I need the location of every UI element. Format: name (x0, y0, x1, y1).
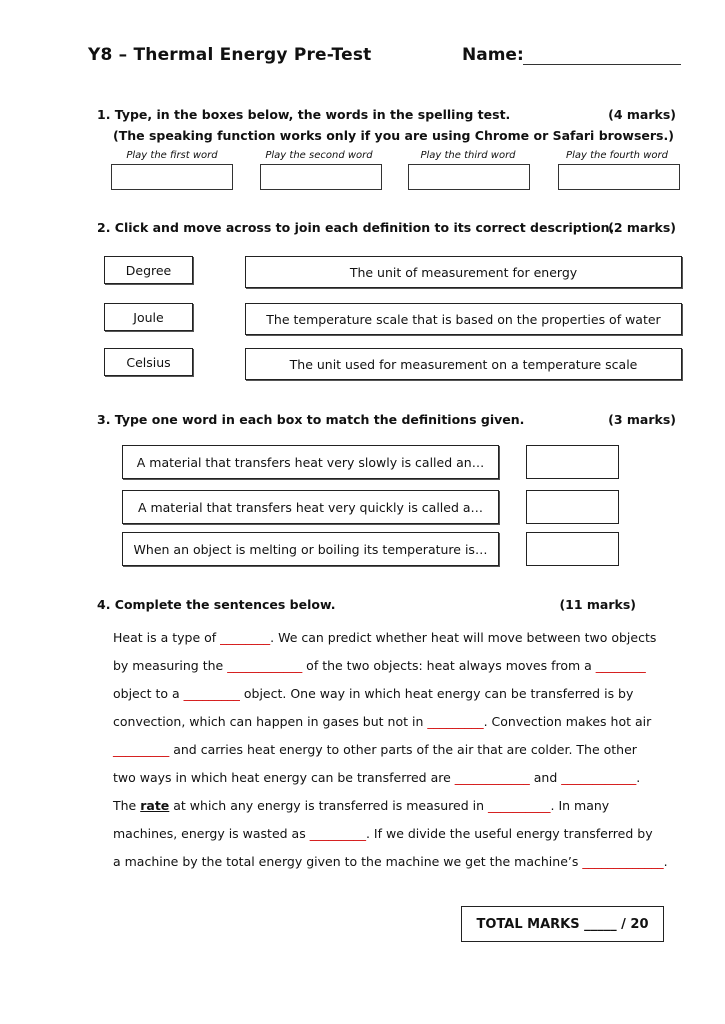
q3-marks: (3 marks) (608, 412, 676, 427)
definition-conductor: A material that transfers heat very quickly is called a… (122, 490, 499, 524)
sentence-line (113, 820, 678, 848)
sentence-text: of the two objects: heat always moves from a (302, 658, 596, 673)
answer-blank[interactable]: ____________ (454, 770, 530, 785)
sentence-line (113, 708, 678, 736)
sentence-text: and carries heat energy to other parts of the air that are colder. The other (169, 742, 637, 757)
name-field[interactable] (523, 64, 681, 65)
definition-insulator: A material that transfers heat very slowly is called an… (122, 445, 499, 479)
sentence-line (113, 764, 678, 792)
q2-heading: 2. Click and move across to join each definition to its correct description. (97, 220, 615, 235)
term-degree[interactable]: Degree (104, 256, 193, 284)
sentence-text: . We can predict whether heat will move between two objects (270, 630, 657, 645)
sentence-text: at which any energy is transferred is measured in (169, 798, 488, 813)
description-3[interactable]: The unit used for measurement on a temperature scale (245, 348, 682, 380)
answer-blank[interactable]: _________ (427, 714, 484, 729)
name-label: Name: (462, 45, 524, 65)
answer-blank[interactable]: ________ (220, 630, 271, 645)
q1-note: (The speaking function works only if you are using Chrome or Safari browsers.) (113, 128, 674, 143)
answer-blank[interactable]: _________ (113, 742, 170, 757)
sentence-text: The (113, 798, 141, 813)
sentence-text: object. One way in which heat energy can be transferred is by (239, 686, 634, 701)
q1-heading: 1. Type, in the boxes below, the words in the spelling test. (97, 107, 511, 122)
definition-constant: When an object is melting or boiling its temperature is… (122, 532, 499, 566)
play-first-word-link[interactable]: Play the first word (126, 150, 218, 161)
q4-paragraph (113, 624, 678, 876)
answer-blank[interactable]: ________ (595, 658, 646, 673)
q4-heading: 4. Complete the sentences below. (97, 597, 336, 612)
sentence-text: object to a (113, 686, 184, 701)
emphasized-word: rate (140, 798, 170, 813)
answer-input-2[interactable] (526, 490, 619, 524)
description-2[interactable]: The temperature scale that is based on the properties of water (245, 303, 682, 335)
sentence-text: Heat is a type of (113, 630, 221, 645)
sentence-text: convection, which can happen in gases but not in (113, 714, 428, 729)
sentence-text: by measuring the (113, 658, 228, 673)
sentence-line (113, 792, 678, 820)
answer-blank[interactable]: _________ (309, 826, 366, 841)
sentence-text: . If we divide the useful energy transferred by (365, 826, 653, 841)
answer-blank[interactable]: _________ (183, 686, 240, 701)
sentence-text: . (663, 854, 668, 869)
term-celsius[interactable]: Celsius (104, 348, 193, 376)
q2-marks: (2 marks) (608, 220, 676, 235)
answer-input-1[interactable] (526, 445, 619, 479)
sentence-text: and (529, 770, 562, 785)
spelling-input-4[interactable] (558, 164, 680, 190)
q1-marks: (4 marks) (608, 107, 676, 122)
play-second-word-link[interactable]: Play the second word (265, 150, 373, 161)
spelling-input-3[interactable] (408, 164, 530, 190)
sentence-line (113, 652, 678, 680)
sentence-line (113, 736, 678, 764)
q3-heading: 3. Type one word in each box to match the definitions given. (97, 412, 525, 427)
sentence-line (113, 680, 678, 708)
spelling-input-2[interactable] (260, 164, 382, 190)
sentence-text: a machine by the total energy given to the machine we get the machine’s (113, 854, 583, 869)
q4-marks: (11 marks) (559, 597, 636, 612)
sentence-text: . (636, 770, 641, 785)
answer-input-3[interactable] (526, 532, 619, 566)
answer-blank[interactable]: ____________ (227, 658, 303, 673)
sentence-text: machines, energy is wasted as (113, 826, 310, 841)
sentence-line (113, 848, 678, 876)
sentence-text: . Convection makes hot air (483, 714, 652, 729)
total-marks-box: TOTAL MARKS _____ / 20 (461, 906, 664, 942)
sentence-line (113, 624, 678, 652)
page-title: Y8 – Thermal Energy Pre-Test (88, 45, 372, 65)
play-fourth-word-link[interactable]: Play the fourth word (566, 150, 668, 161)
sentence-text: two ways in which heat energy can be transferred are (113, 770, 455, 785)
description-1[interactable]: The unit of measurement for energy (245, 256, 682, 288)
answer-blank[interactable]: ____________ (561, 770, 637, 785)
play-third-word-link[interactable]: Play the third word (420, 150, 516, 161)
spelling-input-1[interactable] (111, 164, 233, 190)
sentence-text: . In many (550, 798, 610, 813)
answer-blank[interactable]: __________ (488, 798, 551, 813)
term-joule[interactable]: Joule (104, 303, 193, 331)
answer-blank[interactable]: _____________ (582, 854, 664, 869)
